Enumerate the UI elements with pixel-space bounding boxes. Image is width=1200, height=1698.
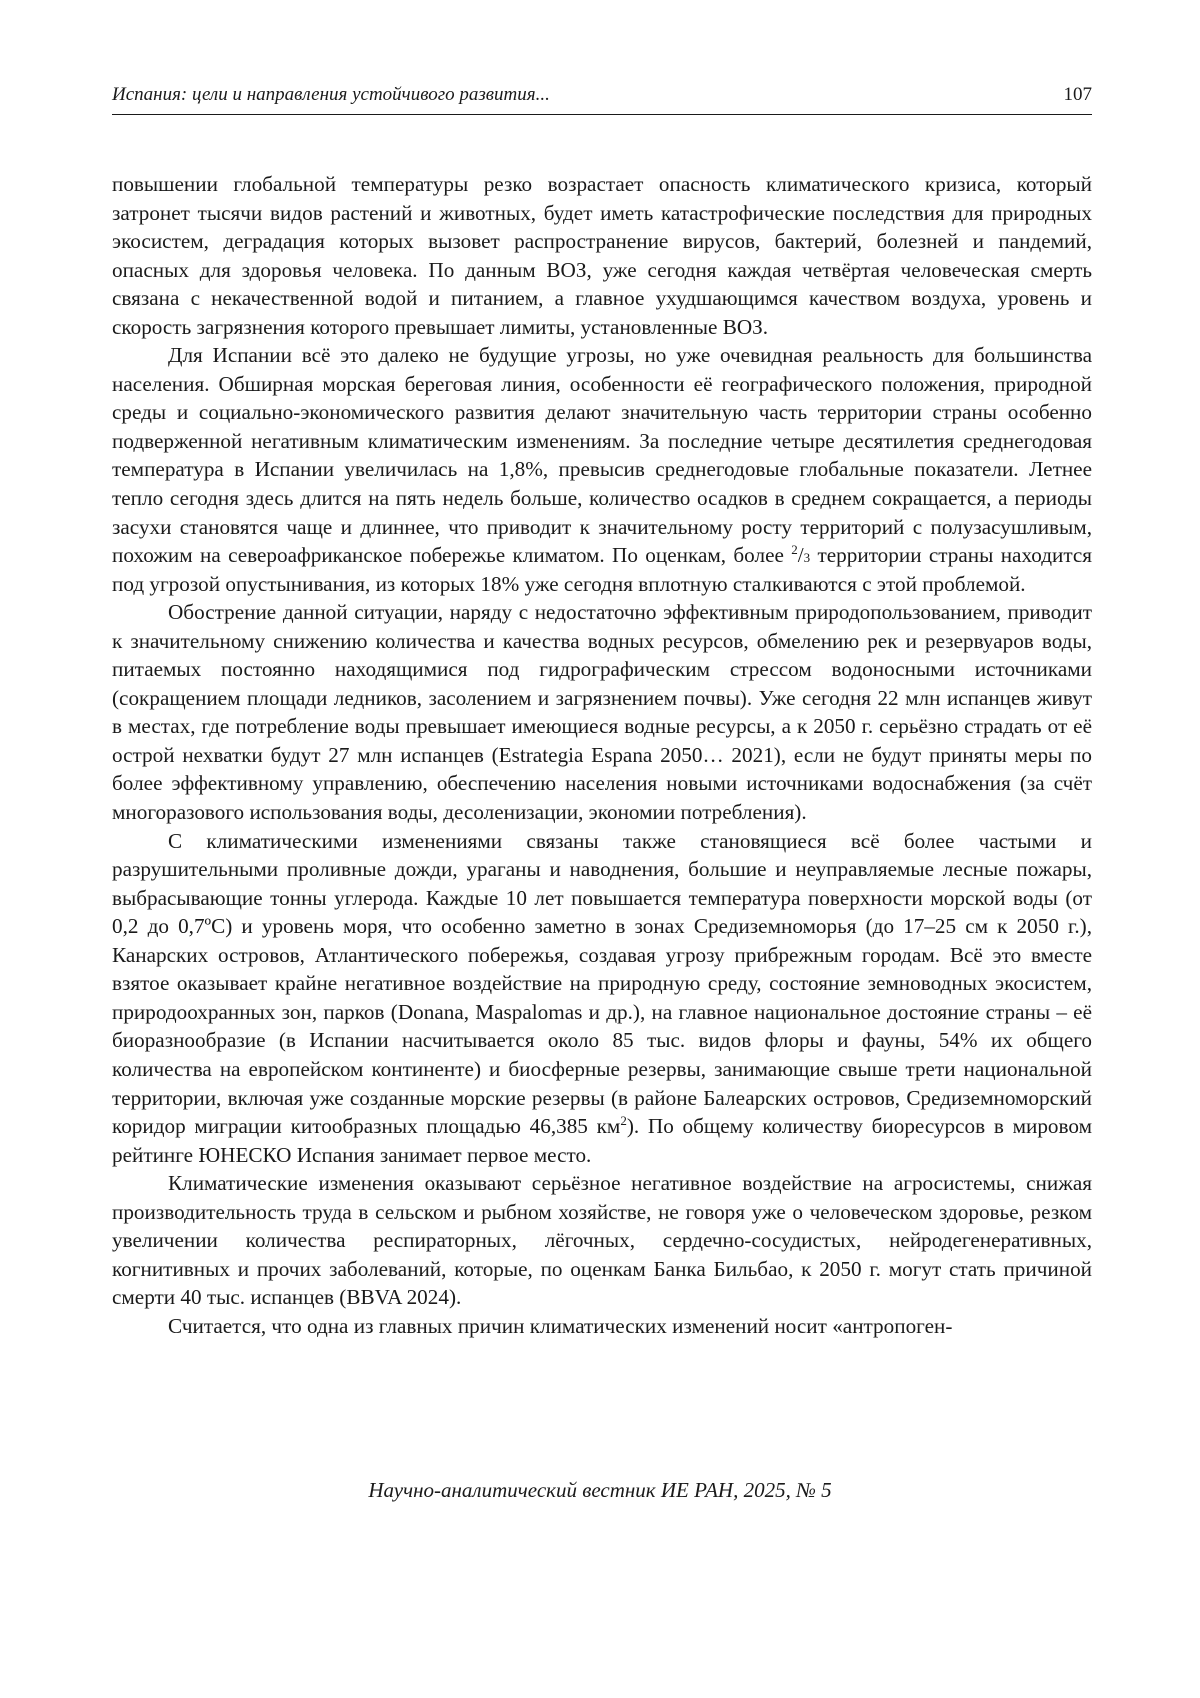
paragraph-2-text-b: территории страны находится под угрозой опустынивания, из которых 18% уже сегодня вплотную сталкиваются с этой проблемой. <box>112 543 1093 596</box>
paragraph-5: Климатические изменения оказывают серьёзное негативное воздействие на агросистемы, снижая производительность труда в сельском и рыбном хозяйстве, не говоря уже о человеческом здоровье, резком увеличении количества респираторных, лёгочных, сердечно-сосудистых, нейродегенеративных, когнитивных и прочих заболеваний, которые, по оценкам Банка Бильбао, к 2050 г. могут стать причиной смерти 40 тыс. испанцев (BBVA 2024). <box>112 1171 1092 1310</box>
paragraph-6: Считается, что одна из главных причин климатических изменений носит «антропоген- <box>168 1313 953 1338</box>
paragraph-4-text-b: ). По общему количеству биоресурсов в мировом рейтинге ЮНЕСКО Испания занимает первое место. <box>112 1114 1092 1167</box>
paragraph-4-text-a: С климатическими изменениями связаны также становящиеся всё более частыми и разрушительными проливные дожди, ураганы и наводнения, большие и неуправляемые лесные пожары, выбрасывающие тонны углерода. Каждые 10 лет повышается температура поверхности морской воды (от 0,2 до 0,7ºC) и уровень моря, что особенно заметно в зонах Средиземноморья (до 17–25 см к 2050 г.), Канарских островов, Атлантического побережья, создавая угрозу прибрежным городам. Всё это вместе взятое оказывает крайне негативное воздействие на природную среду, состояние земноводных экосистем, природоохранных зон, парков (Donana, Maspalomas и др.), на главное национальное достояние страны – её биоразнообразие (в Испании насчитывается около 85 тыс. видов флоры и фауны, 54% их общего количества на европейском континенте) и биосферные резервы, занимающие свыше трети национальной территории, включая уже созданные морские резервы (в районе Балеарских островов, Средиземноморский коридор миграции китообразных площадью 46,385 км <box>112 828 1092 1139</box>
fraction-denominator: 3 <box>803 550 811 566</box>
paragraph-3: Обострение данной ситуации, наряду с недостаточно эффективным природопользованием, приводит к значительному снижению количества и качества водных ресурсов, обмелению рек и резервуаров воды, питаемых постоянно находящимися под гидрографическим стрессом водоносными источниками (сокращением площади ледников, засолением и загрязнением почвы). Уже сегодня 22 млн испанцев живут в местах, где потребление воды превышает имеющиеся водные ресурсы, а к 2050 г. серьёзно страдать от её острой нехватки будут 27 млн испанцев (Estrategia Espana 2050… 2021), если не будут приняты меры по более эффективному управлению, обеспечению населения новыми источниками водоснабжения (за счёт многоразового использования воды, десоленизации, экономии потребления). <box>112 600 1092 825</box>
page-number: 107 <box>1063 84 1092 105</box>
running-head <box>112 84 1092 115</box>
paragraph-2: Для Испании всё это далеко не будущие угрозы, но уже очевидная реальность для большинства населения. Обширная морская береговая линия, особенности её географического положения, природной среды и социально-экономического развития делают значительную часть территории страны особенно подверженной негативным климатическим изменениям. За последние четыре десятилетия среднегодовая температура в Испании увеличилась на 1,8%, превысив среднегодовые глобальные показатели. Летнее тепло сегодня здесь длится на пять недель больше, количество осадков в среднем сокращается, а периоды засухи становятся чаще и длиннее, что приводит к значительному росту территорий с полузасушливым, похожим на североафриканское побережье климатом. По оценкам, более $^2$/3 территории страны находится под угрозой опустынивания, из которых 18% уже сегодня вплотную сталкиваются с этой проблемой. <box>112 343 1093 596</box>
paragraph-2-text-a: Для Испании всё это далеко не будущие угрозы, но уже очевидная реальность для большинства населения. Обширная морская береговая линия, особенности её географического положения, природной среды и социально-экономического развития делают значительную часть территории страны особенно подверженной негативным климатическим изменениям. За последние четыре десятилетия среднегодовая температура в Испании увеличилась на 1,8%, превысив среднегодовые глобальные показатели. Летнее тепло сегодня здесь длится на пять недель больше, количество осадков в среднем сокращается, а периоды засухи становятся чаще и длиннее, что приводит к значительному росту территорий с полузасушливым, похожим на североафриканское побережье климатом. По оценкам, более <box>112 343 1092 568</box>
journal-footer: Научно-аналитический вестник ИЕ РАН, 2025, № 5 <box>368 1478 832 1502</box>
article-body <box>112 170 1092 1340</box>
running-head-title: Испания: цели и направления устойчивого развития... <box>112 84 550 105</box>
fraction-numerator: 2 <box>791 542 798 558</box>
superscript-squared: 2 <box>620 1112 627 1128</box>
paragraph-4 <box>112 827 1092 1170</box>
paragraph-1: повышении глобальной температуры резко возрастает опасность климатического кризиса, который затронет тысячи видов растений и животных, будет иметь катастрофические последствия для природных экосистем, деградация которых вызовет распространение вирусов, бактерий, болезней и пандемий, опасных для здоровья человека. По данным ВОЗ, уже сегодня каждая четвёртая человеческая смерть связана с некачественной водой и питанием, а главное ухудшающимся качеством воздуха, уровень и скорость загрязнения которого превышает лимиты, установленные ВОЗ. <box>112 172 1092 339</box>
